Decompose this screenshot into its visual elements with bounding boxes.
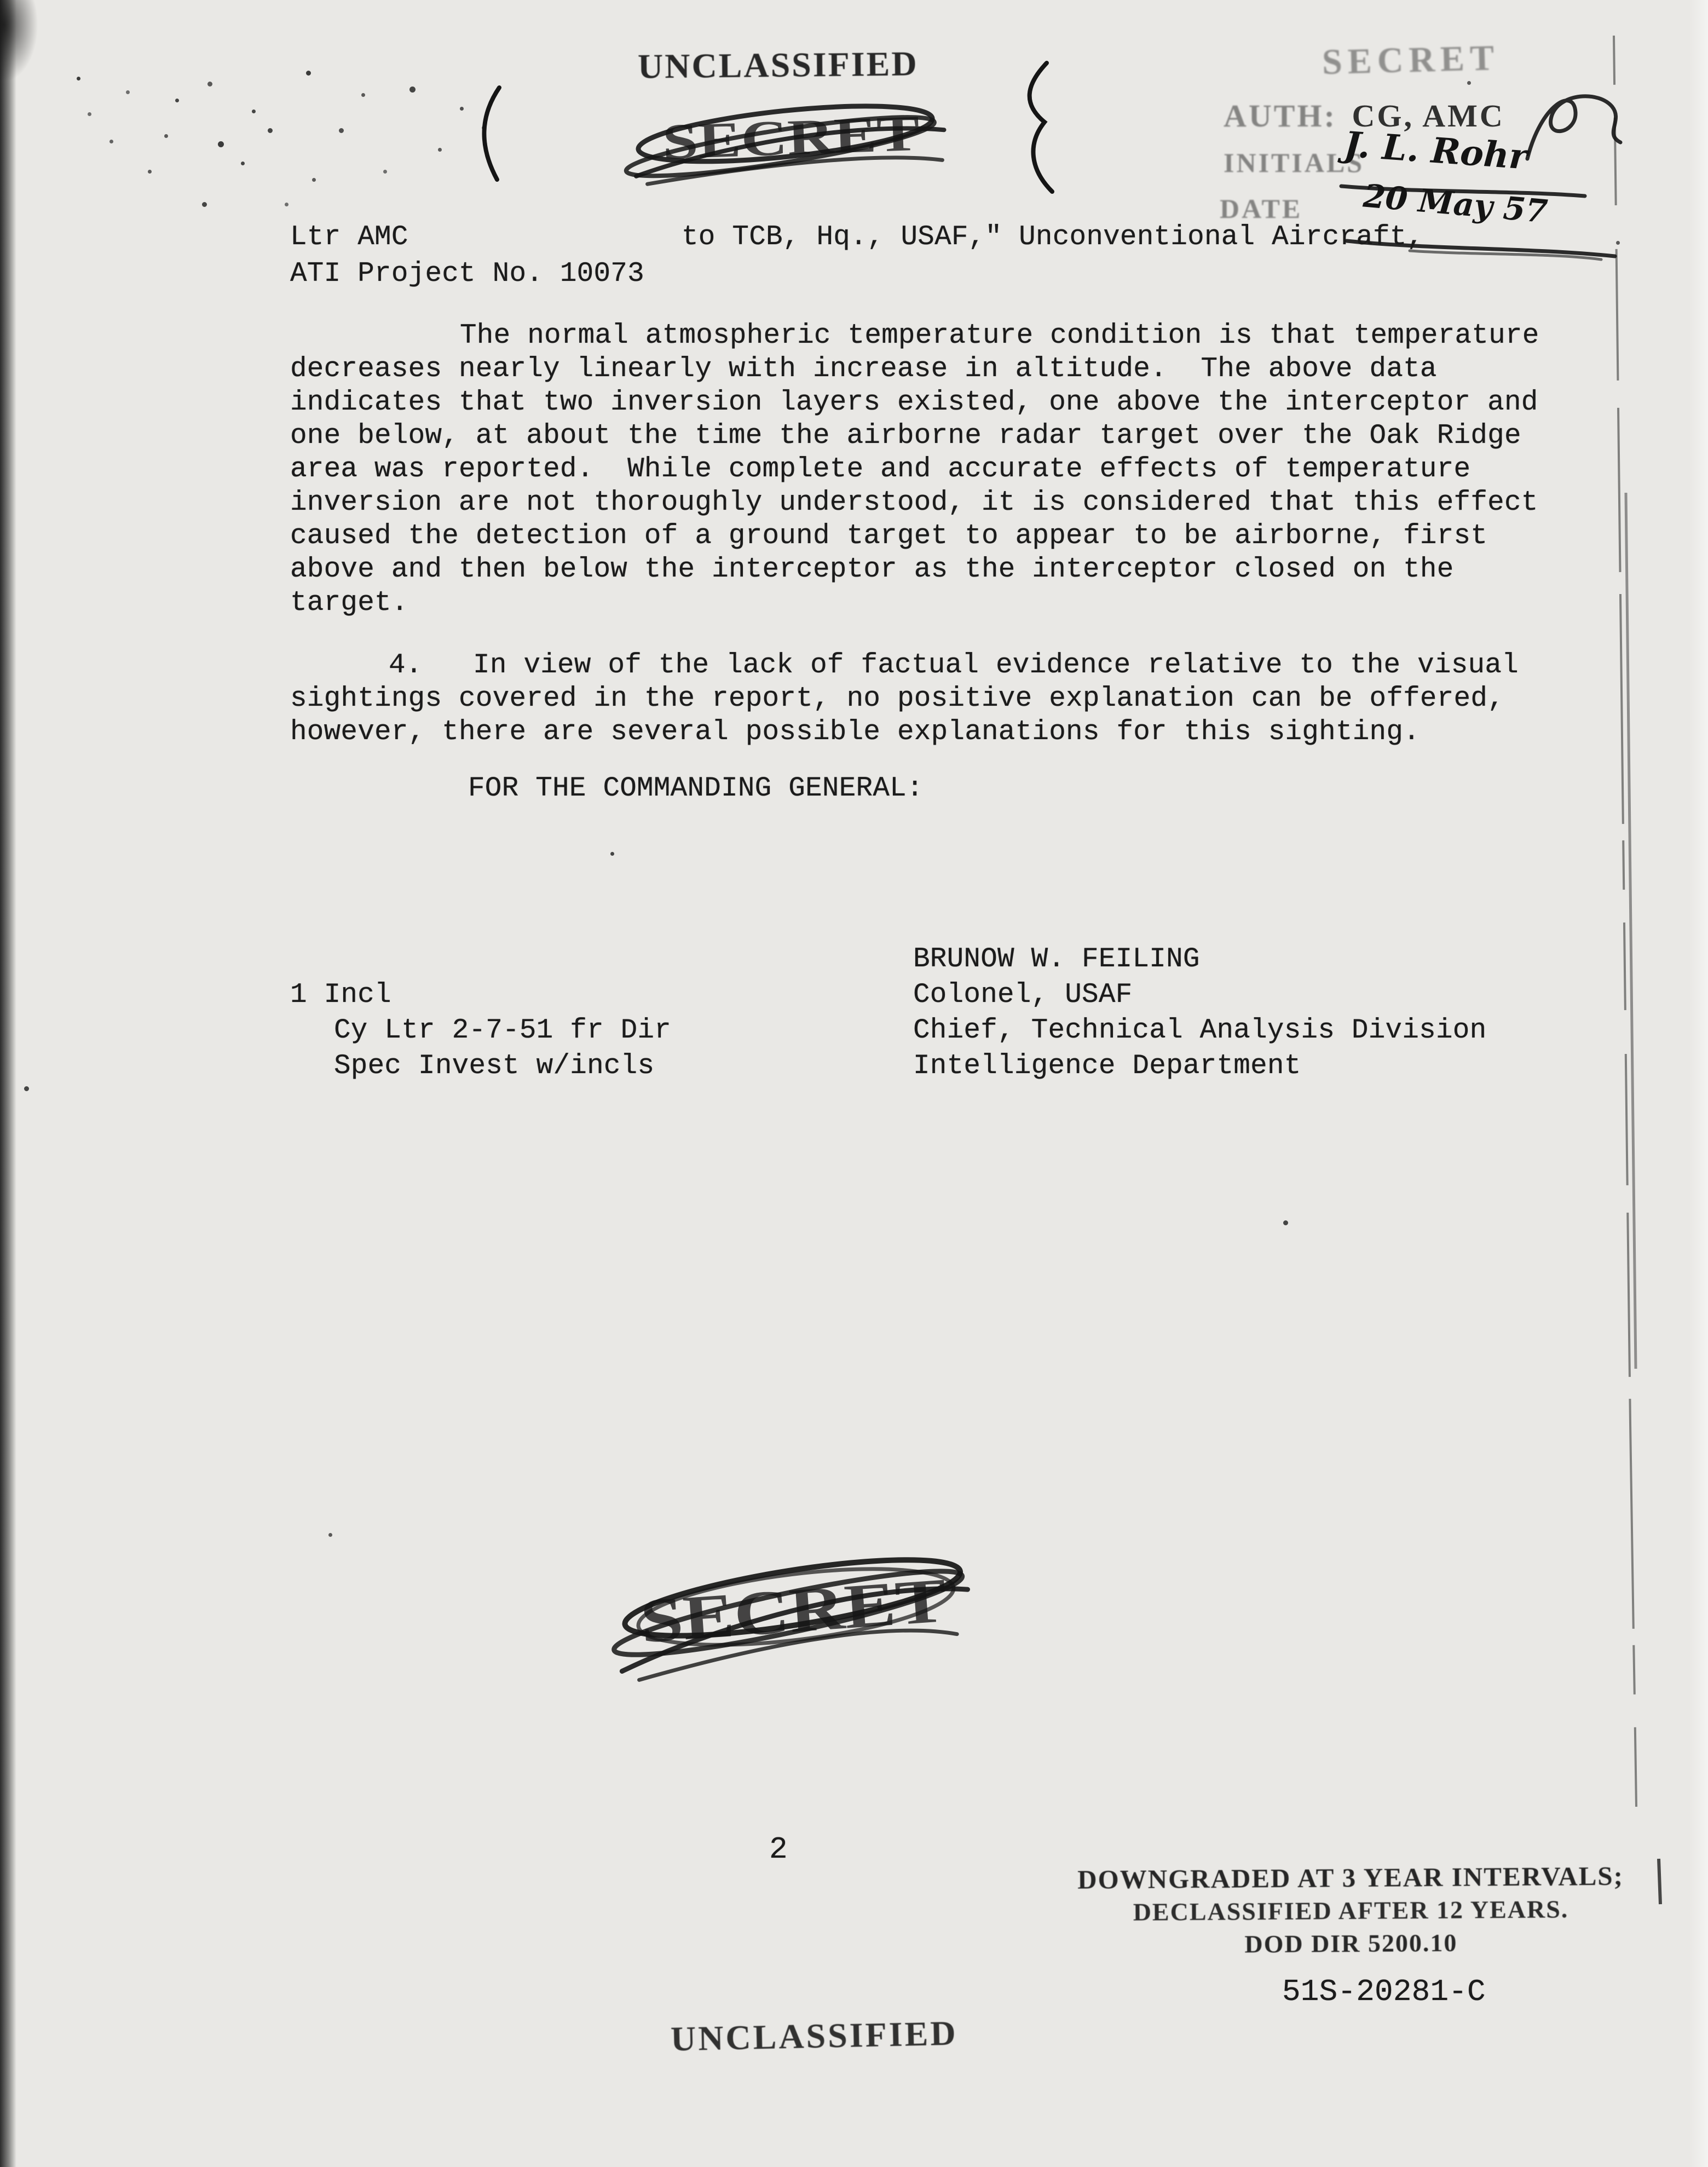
para4-line: sightings covered in the report, no positive explanation can be offered, [290, 683, 1504, 714]
date-stamp-line [1220, 193, 1302, 224]
unclassified-stamp-top: UNCLASSIFIED [637, 44, 919, 86]
letter-reference-project: ATI Project No. 10073 [290, 258, 644, 290]
closing-line: FOR THE COMMANDING GENERAL: [468, 773, 924, 804]
para4-line: however, there are several possible explanations for this sighting. [290, 717, 1420, 748]
para3-line: inversion are not thoroughly understood, it is considered that this effect [290, 487, 1538, 518]
para3-line: caused the detection of a ground target to appear to be airborne, first [290, 521, 1488, 552]
signature-title-division: Chief, Technical Analysis Division [913, 1015, 1487, 1046]
enclosure-count: 1 Incl [290, 979, 391, 1011]
downgrade-stamp [1037, 1859, 1664, 1962]
body-paragraph-4 [290, 649, 1519, 749]
downgrade-stamp-line1: DOWNGRADED AT 3 YEAR INTERVALS; [1077, 1860, 1624, 1895]
para3-line: one below, at about the time the airborne radar target over the Oak Ridge [290, 420, 1521, 452]
para3-line: decreases nearly linearly with increase in altitude. The above data [290, 354, 1437, 385]
para3-line: The normal atmospheric temperature condition is that temperature [460, 320, 1539, 351]
date-stamp-label: DATE [1220, 193, 1303, 224]
handwritten-date: 20 May 57 [1361, 177, 1549, 230]
secret-stamp-faint: SECRET [1322, 37, 1500, 83]
downgrade-stamp-line3: DOD DIR 5200.10 [1244, 1928, 1458, 1958]
enclosure-item-2: Spec Invest w/incls [334, 1051, 655, 1082]
control-number-stamp: 51S-20281-C [1282, 1974, 1486, 2009]
para4-line: 4. In view of the lack of factual evidence relative to the visual [389, 650, 1519, 681]
signature-title-department: Intelligence Department [913, 1051, 1301, 1082]
handwritten-flourish [1511, 82, 1631, 181]
handwritten-initials: J. L. Rohr [1342, 124, 1529, 178]
enclosure-item: Cy Ltr 2-7-51 fr Dir [334, 1015, 672, 1046]
downgrade-stamp-line2: DECLASSIFIED AFTER 12 YEARS. [1133, 1895, 1569, 1926]
unclassified-stamp-bottom: UNCLASSIFIED [670, 2013, 959, 2059]
page-number: 2 [769, 1832, 788, 1867]
secret-stamp-struck-middle [601, 1536, 992, 1694]
secret-stamp-middle-text: SECRET [638, 1569, 895, 1656]
auth-stamp-value: CG, AMC [1352, 98, 1505, 134]
secret-stamp-top-text: SECRET [661, 107, 865, 170]
signature-name: BRUNOW W. FEILING [913, 944, 1200, 975]
signature-title-rank: Colonel, USAF [913, 979, 1133, 1011]
secret-stamp-struck-top [620, 88, 962, 193]
para3-line: above and then below the interceptor as the interceptor closed on the [290, 554, 1454, 585]
initials-stamp-label: INITIALS [1224, 147, 1365, 178]
para3-line: target. [290, 587, 408, 619]
handwritten-paren-left [465, 82, 531, 203]
para3-line: indicates that two inversion layers existed, one above the interceptor and [290, 387, 1538, 418]
handwritten-paren-right [1018, 57, 1084, 200]
para3-line: area was reported. While complete and accurate effects of temperature [290, 454, 1471, 485]
letter-reference-right: to TCB, Hq., USAF," Unconventional Aircraft, [682, 222, 1424, 253]
auth-stamp-label: AUTH: [1224, 98, 1337, 134]
letter-reference-left: Ltr AMC [290, 222, 408, 253]
body-paragraph-3 [290, 319, 1539, 620]
